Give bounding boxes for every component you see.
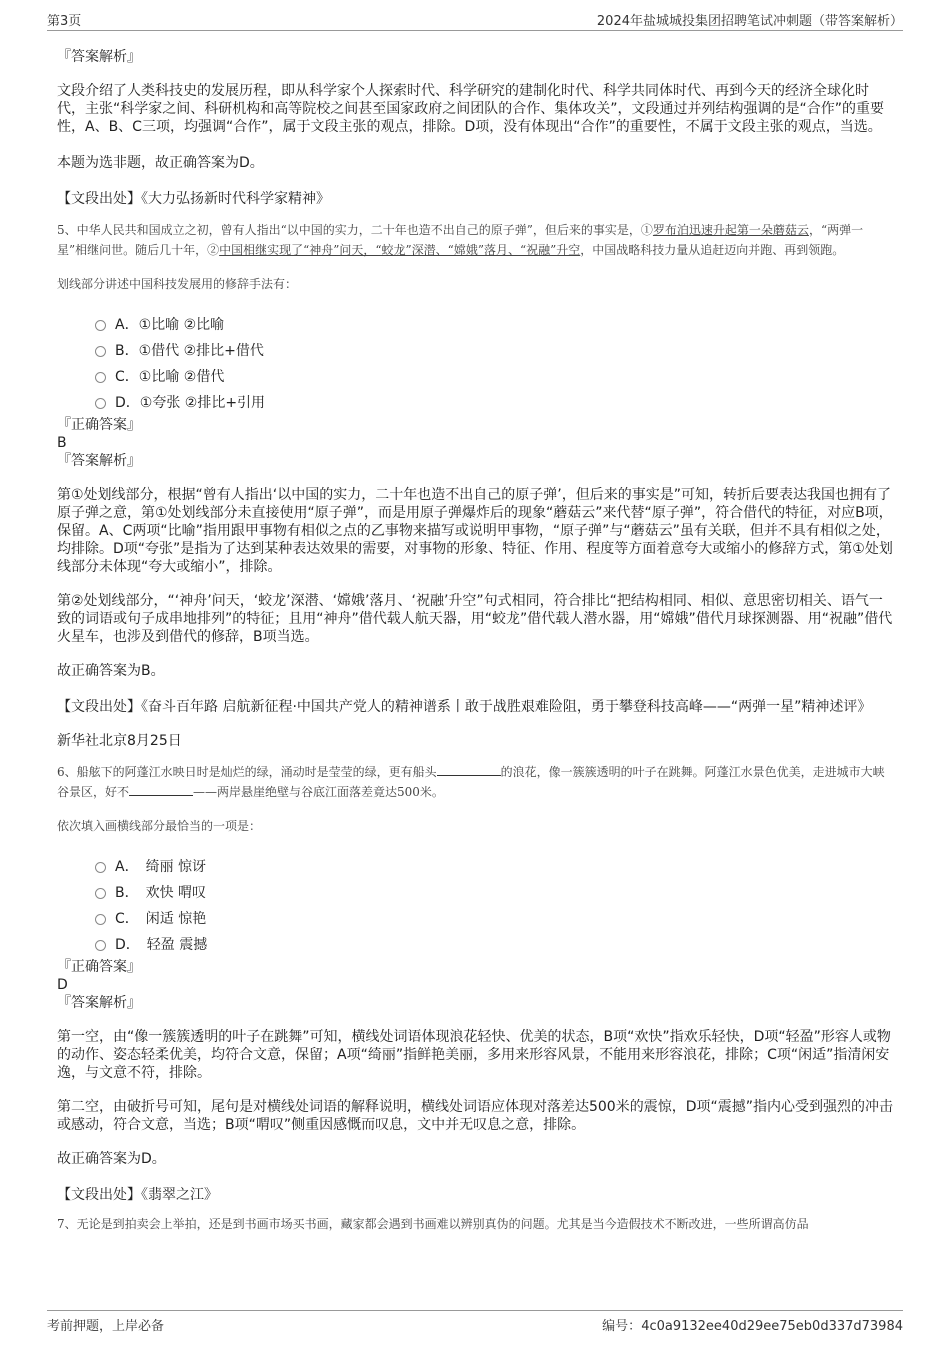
q5-option-a[interactable]: A．①比喻 ②比喻 bbox=[57, 312, 893, 338]
radio-icon[interactable] bbox=[95, 398, 106, 409]
q6-option-a[interactable]: A． 绮丽 惊讶 bbox=[57, 854, 893, 880]
q5-option-d[interactable]: D．①夸张 ②排比+引用 bbox=[57, 390, 893, 416]
analysis-label: 『答案解析』 bbox=[57, 995, 141, 1011]
radio-icon[interactable] bbox=[95, 940, 106, 951]
q7-stem: 7、无论是到拍卖会上举拍，还是到书画市场买书画，藏家都会遇到书画难以辨别真伪的问题。尤其是当今造假技术不断改进，一些所谓高仿品 bbox=[57, 1217, 809, 1231]
analysis-label: 『答案解析』 bbox=[57, 453, 141, 469]
answer-label: 『正确答案』 bbox=[57, 417, 141, 433]
q5-stem: 5、中华人民共和国成立之初，曾有人指出“以中国的实力，二十年也造不出自己的原子弹”，但后来的事实是，①罗布泊迅速升起第一朵蘑菇云，“两弹一星”相继问世。随后几十年，②中国相继实现了“神舟”问天，“蛟龙”深潜、“嫦娥”落月、“祝融”升空，中国战略科技力量从追赶迈向并跑、再到领跑。 bbox=[57, 223, 864, 257]
q6-options bbox=[57, 854, 893, 958]
document-title: 2024年盐城城投集团招聘笔试冲刺题（带答案解析） bbox=[596, 14, 903, 29]
q6-analysis-2: 第二空，由破折号可知，尾句是对横线处词语的解释说明，横线处词语应体现对落差达500米的震惊，D项“震撼”指内心受到强烈的冲击或感动，符合文意，当选；B项“喟叹”侧重因感慨而叹息，文中并无叹息之意，排除。 bbox=[57, 1099, 894, 1133]
q5-option-b[interactable]: B．①借代 ②排比+借代 bbox=[57, 338, 893, 364]
q6-option-b[interactable]: B． 欢快 喟叹 bbox=[57, 880, 893, 906]
radio-icon[interactable] bbox=[95, 888, 106, 899]
q5-source: 【文段出处】《奋斗百年路 启航新征程·中国共产党人的精神谱系丨敢于战胜艰难险阻，勇于攀登科技高峰——“两弹一星”精神述评》 bbox=[57, 699, 872, 715]
q5-analysis-1: 第①处划线部分，根据“曾有人指出‘以中国的实力，二十年也造不出自己的原子弹’，但后来的事实是”可知，转折后要表达我国也拥有了原子弹之意，第①处划线部分未直接使用“原子弹”，而是用原子弹爆炸后的现象“蘑菇云”来代替“原子弹”，符合借代的特征，对应B项，保留。A、C两项“比喻”指用跟甲事物有相似之点的乙事物来描写或说明甲事物，“原子弹”与“蘑菇云”虽有关联，但并不具有相似之处，均排除。D项“夸张”是指为了达到某种表达效果的需要，对事物的形象、特征、作用、程度等方面着意夸大或缩小的修辞方式，第①处划线部分未体现“夸大或缩小”，排除。 bbox=[57, 487, 893, 575]
q6-source: 【文段出处】《翡翠之江》 bbox=[57, 1187, 218, 1203]
answer-label: 『正确答案』 bbox=[57, 959, 141, 975]
radio-icon[interactable] bbox=[95, 862, 106, 873]
q5-analysis-2: 第②处划线部分，“‘神舟’问天，‘蛟龙’深潜、‘嫦娥’落月、‘祝融’升空”句式相同，符合排比“把结构相同、相似、意思密切相关、语气一致的词语或句子成串地排列”的特征；且用“神舟”借代载人航天器，用“蛟龙”借代载人潜水器，用“嫦娥”借代月球探测器、用“祝融”借代火星车，也涉及到借代的修辞，B项当选。 bbox=[57, 593, 893, 645]
radio-icon[interactable] bbox=[95, 320, 106, 331]
q5-source-date: 新华社北京8月25日 bbox=[57, 733, 182, 749]
footer-slogan: 考前押题，上岸必备 bbox=[47, 1319, 165, 1334]
q5-answer: B bbox=[57, 435, 67, 451]
document-code: 编号：4c0a9132ee40d29ee75eb0d337d73984 bbox=[602, 1319, 903, 1334]
prev-source: 【文段出处】《大力弘扬新时代科学家精神》 bbox=[57, 191, 330, 207]
radio-icon[interactable] bbox=[95, 372, 106, 383]
prev-analysis: 文段介绍了人类科技史的发展历程，即从科学家个人探索时代、科学研究的建制化时代、科学共同体时代、再到今天的经济全球化时代，主张“科学家之间、科研机构和高等院校之间甚至国家政府之间团队的合作、集体攻关”，文段通过并列结构强调的是“合作”的重要性，A、B、C三项，均强调“合作”，属于文段主张的观点，排除。D项，没有体现出“合作”的重要性，不属于文段主张的观点，当选。 bbox=[57, 83, 885, 135]
page-number: 第3页 bbox=[47, 14, 82, 29]
analysis-label: 『答案解析』 bbox=[57, 49, 141, 65]
fill-blank bbox=[129, 783, 193, 796]
document-body bbox=[57, 42, 893, 1234]
q5-option-c[interactable]: C．①比喻 ②借代 bbox=[57, 364, 893, 390]
q5-options bbox=[57, 312, 893, 416]
radio-icon[interactable] bbox=[95, 346, 106, 357]
page-header bbox=[47, 8, 903, 31]
q6-stem: 6、船舷下的阿蓬江水映日时是灿烂的绿，涌动时是莹莹的绿，更有船头 的浪花，像一簇簇透明的叶子在跳舞。阿蓬江水景色优美，走进城市大峡谷景区，好不 ——两岸悬崖绝壁与谷底江面落差竟达500米。 bbox=[57, 765, 885, 799]
page-footer bbox=[47, 1310, 903, 1333]
q6-option-c[interactable]: C． 闲适 惊艳 bbox=[57, 906, 893, 932]
q6-prompt: 依次填入画横线部分最恰当的一项是： bbox=[57, 819, 262, 833]
fill-blank bbox=[437, 763, 501, 776]
q6-analysis-1: 第一空，由“像一簇簇透明的叶子在跳舞”可知，横线处词语体现浪花轻快、优美的状态，B项“欢快”指欢乐轻快，D项“轻盈”形容人或物的动作、姿态轻柔优美，均符合文意，保留；A项“绮丽”指鲜艳美丽，多用来形容风景，不能用来形容浪花，排除；C项“闲适”指清闲安逸，与文意不符，排除。 bbox=[57, 1029, 891, 1081]
q6-answer: D bbox=[57, 977, 68, 993]
prev-conclusion: 本题为选非题，故正确答案为D。 bbox=[57, 155, 264, 171]
q6-option-d[interactable]: D． 轻盈 震撼 bbox=[57, 932, 893, 958]
q5-prompt: 划线部分讲述中国科技发展用的修辞手法有： bbox=[57, 277, 298, 291]
radio-icon[interactable] bbox=[95, 914, 106, 925]
q5-conclusion: 故正确答案为B。 bbox=[57, 663, 165, 679]
q6-conclusion: 故正确答案为D。 bbox=[57, 1151, 166, 1167]
